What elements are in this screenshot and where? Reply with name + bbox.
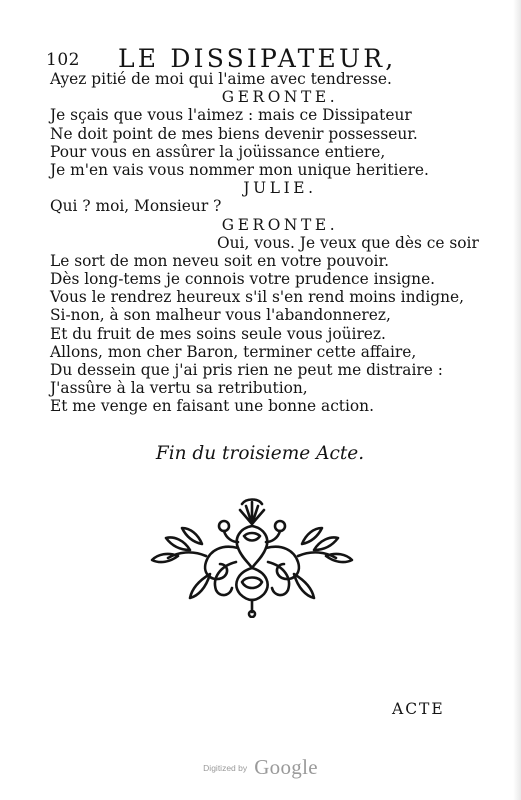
digitization-watermark — [0, 755, 521, 780]
verse-line: Oui, vous. Je veux que dès ce soir — [217, 233, 479, 252]
verse-line: Ne doit point de mes biens devenir possesseur. — [50, 124, 418, 143]
watermark-brand: Google — [254, 755, 318, 779]
verse-line: Dès long-tems je connois votre prudence insigne. — [50, 270, 436, 289]
verse-line: Et me venge en faisant une bonne action. — [50, 397, 374, 416]
verse-line: Ayez pitié de moi qui l'aime avec tendresse. — [50, 70, 392, 88]
verse-line: Et du fruit de mes soins seule vous joüirez. — [50, 324, 386, 343]
play-text — [50, 70, 479, 416]
verse-line: Je sçais que vous l'aimez : mais ce Dissipateur — [50, 106, 412, 125]
verse-line: Pour vous en assûrer la joüissance entiere, — [50, 142, 386, 161]
catchword: ACTE — [392, 700, 445, 718]
verse-line: Vous le rendrez heureux s'il s'en rend moins indigne, — [50, 288, 465, 307]
verse-line: J'assûre à la vertu sa retribution, — [50, 379, 308, 398]
page-number: 102 — [46, 50, 80, 70]
speaker-name: GERONTE. — [221, 88, 339, 107]
verse-line: Du dessein que j'ai pris rien ne peut me distraire : — [50, 361, 443, 379]
floral-tailpiece-icon — [150, 492, 355, 618]
page-gutter-shadow — [513, 0, 521, 800]
watermark-prefix: Digitized by — [203, 762, 248, 773]
act-end-line: Fin du troisieme Acte. — [155, 443, 365, 464]
verse-line: Si-non, à son malheur vous l'abandonnerez, — [50, 306, 391, 325]
speaker-name: GERONTE. — [221, 215, 339, 234]
page-header — [46, 44, 476, 72]
running-title: LE DISSIPATEUR, — [118, 44, 397, 73]
verse-line: Allons, mon cher Baron, terminer cette affaire, — [50, 342, 417, 361]
verse-line: Le sort de mon neveu soit en votre pouvoir. — [50, 251, 390, 270]
speaker-name: JULIE. — [243, 179, 317, 198]
verse-line: Je m'en vais vous nommer mon unique heritiere. — [50, 160, 429, 179]
verse-line: Qui ? moi, Monsieur ? — [50, 197, 222, 216]
